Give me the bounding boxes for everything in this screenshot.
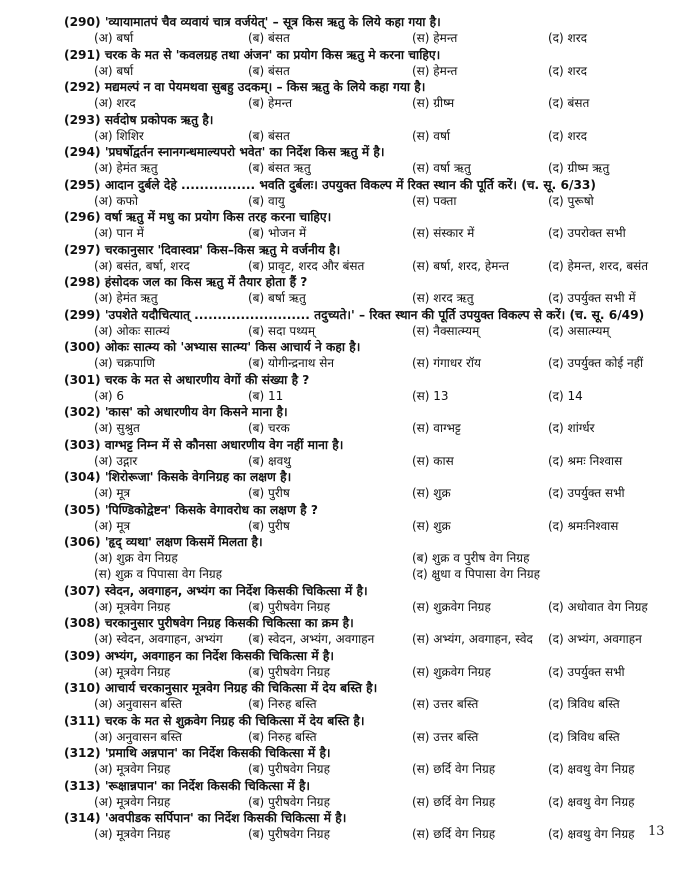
option-item: (द) शरद [548, 31, 587, 45]
option-item: (ब) शुक्र व पुरीष वेग निग्रह [412, 551, 530, 565]
option-item: (ब) भोजन में [248, 226, 307, 240]
option-item: (स) संस्कार में [412, 226, 475, 240]
option-item: (स) उत्तर बस्ति [412, 729, 479, 744]
options-row [0, 696, 680, 712]
option-item: (स) छर्दि वेग निग्रह [412, 794, 496, 809]
option-item: (स) शुक्र [412, 518, 451, 533]
option-item: (ब) क्षवथु [248, 453, 291, 468]
question-text: (294) 'प्रघर्षोद्वर्तन स्नानगन्धमाल्यपरो भवेत' का निर्देश किस ऋतु में है। [64, 145, 385, 159]
option-item: (द) क्षवथु वेग निग्रह [548, 762, 635, 776]
options-row [0, 794, 680, 810]
options-row [0, 225, 680, 241]
question-text: (298) हंसोदक जल का किस ऋतु में तैयार होता हैं ? [64, 275, 308, 289]
option-item: (द) शरद [548, 63, 587, 78]
option-item: (द) उपर्युक्त सभी में [548, 291, 636, 305]
option-item: (स) शुक्र [412, 486, 451, 500]
question-text: (300) ओकः सात्म्य को 'अभ्यास सात्म्य' किस आचार्य ने कहा है। [64, 340, 361, 354]
option-item: (स) छर्दि वेग निग्रह [412, 762, 496, 776]
option-item: (ब) बंसत [248, 31, 290, 45]
option-item: (द) श्रमःनिश्वास [548, 518, 619, 533]
option-item: (स) वर्षा ऋतु [412, 161, 471, 175]
question-text: (301) चरक के मत से अधारणीय वेगों की संख्या है ? [64, 372, 310, 387]
option-item: (स) पक्ता [412, 193, 457, 208]
option-item: (अ) मूत्रवेग निग्रह [94, 664, 171, 679]
option-item: (द) अधोवात वेग निग्रह [548, 599, 648, 614]
option-item: (ब) प्रावृट, शरद और बंसत [248, 258, 365, 273]
option-item: (अ) अनुवासन बस्ति [94, 697, 183, 711]
question-text: (304) 'शिरोरूजा' किसके वेगनिग्रह का लक्षण है। [64, 470, 292, 484]
question-text: (309) अभ्यंग, अवगाहन का निर्देश किसकी चिकित्सा में है। [64, 648, 334, 663]
options-row [0, 420, 680, 436]
option-item: (अ) मूत्रवेग निग्रह [94, 762, 171, 776]
question-text: (305) 'पिण्डिकोद्वेष्टन' किसके वेगावरोध का लक्षण है ? [64, 502, 318, 517]
question-text: (303) वाग्भट्ट निम्न में से कौनसा अधारणीय वेग नहीं माना है। [64, 437, 344, 452]
options-row [0, 388, 680, 404]
option-item: (ब) पुरीषवेग निग्रह [248, 664, 330, 679]
option-item: (अ) चक्रपाणि [94, 356, 155, 370]
options-row [0, 323, 680, 339]
question-text: (308) चरकानुसार पुरीषवेग निग्रह किसकी चिकित्सा का क्रम है। [64, 616, 354, 630]
page-number: 13 [648, 824, 665, 839]
question-text: (314) 'अवपीडक सर्पिपान' का निर्देश किसकी चिकित्सा में है। [64, 811, 347, 825]
option-item: (द) उपर्युक्त सभी [548, 664, 625, 679]
question-text: (290) 'व्यायामातपं चैव व्यवायं चात्र वर्जयेत्' – सूत्र किस ऋतु के लिये कहा गया है। [64, 15, 441, 29]
option-item: (अ) शरद [94, 96, 136, 110]
option-item: (ब) सदा पथ्यम् [248, 323, 316, 338]
option-item: (ब) 11 [248, 388, 284, 403]
option-item: (स) 13 [412, 388, 449, 403]
question-text: (307) स्वेदन, अवगाहन, अभ्यंग का निर्देश किसकी चिकित्सा में है। [64, 583, 368, 598]
options-row [0, 290, 680, 306]
option-item: (द) बंसत [548, 96, 590, 110]
option-item: (अ) मूत्रवेग निग्रह [94, 794, 171, 809]
option-item: (अ) बर्षा [94, 31, 134, 45]
option-item: (ब) पुरीष [248, 518, 290, 533]
question-text: (313) 'रूक्षान्नपान' का निर्देश किसकी चिकित्सा में है। [64, 778, 311, 793]
option-item: (अ) मूत्रवेग निग्रह [94, 827, 171, 841]
question-text: (292) मद्यमल्पं न वा पेयमथवा सुबहु उदकम्। – किस ऋतु के लिये कहा गया है। [64, 80, 426, 94]
question-text: (295) आदान दुर्बले देहे ................ भवति दुर्बलः। उपयुक्त विकल्प में रिक्त स्थान की पूर्ति करें। (च. सू. 6/33) [64, 177, 596, 192]
option-item: (अ) पान में [94, 226, 144, 240]
options-row [0, 355, 680, 371]
options-row [0, 599, 680, 615]
options-row [0, 518, 680, 534]
option-item: (द) उपर्युक्त कोई नहीं [548, 356, 644, 370]
option-item: (स) बर्षा, शरद, हेमन्त [412, 258, 509, 273]
option-item: (स) गंगाधर रॉय [412, 356, 481, 370]
question-text: (306) 'हृद् व्यथा' लक्षण किसमें मिलता है। [64, 535, 263, 549]
option-item: (स) शरद ऋतु [412, 291, 474, 305]
option-item: (ब) पुरीषवेग निग्रह [248, 762, 330, 776]
option-item: (अ) कफो [94, 193, 138, 208]
question-text: (293) सर्वदोष प्रकोपक ऋतु है। [64, 112, 214, 127]
option-item: (द) पुरूषो [548, 193, 594, 208]
option-item: (द) ग्रीष्म ऋतु [548, 161, 610, 175]
question-text: (310) आचार्य चरकानुसार मूत्रवेग निग्रह की चिकित्सा में देय बस्ति है। [64, 681, 378, 695]
options-row [0, 485, 680, 501]
option-item: (अ) मूत्र [94, 518, 131, 533]
option-item: (स) अभ्यंग, अवगाहन, स्वेद [412, 632, 533, 646]
options-row [0, 826, 680, 842]
option-item: (द) असात्म्यम् [548, 323, 610, 338]
option-item: (स) शुक्र व पिपासा वेग निग्रह [94, 567, 223, 581]
question-text: (299) 'उपशेते यदौचित्यात् ......................... तदुच्यते।' – रिक्त स्थान की पूर्ति उपयुक्त विकल्प से करें। (च. सू. 6/49) [64, 307, 645, 322]
question-text: (302) 'कास' को अधारणीय वेग किसने माना है। [64, 405, 288, 419]
option-item: (अ) शिशिर [94, 128, 144, 143]
option-item: (ब) बंसत [248, 63, 290, 78]
option-item: (स) हेमन्त [412, 31, 458, 45]
option-item: (द) त्रिविध बस्ति [548, 697, 620, 711]
option-item: (द) हेमन्त, शरद, बसंत [548, 258, 649, 273]
options-row [0, 160, 680, 176]
option-item: (ब) बंसत [248, 128, 290, 143]
option-item: (अ) ओकः सात्म्यं [94, 323, 170, 338]
option-item: (स) हेमन्त [412, 63, 458, 78]
option-item: (ब) पुरीष [248, 486, 290, 500]
option-item: (स) नैक्सात्म्यम् [412, 323, 480, 338]
option-item: (द) 14 [548, 388, 583, 403]
option-item: (ब) बंसत ऋतु [248, 161, 311, 175]
options-row [0, 566, 680, 582]
option-item: (अ) अनुवासन बस्ति [94, 729, 183, 744]
option-item: (द) क्षवथु वेग निग्रह [548, 794, 635, 809]
question-text: (291) चरक के मत से 'कवलग्रह तथा अंजन' का प्रयोग किस ऋतु मे करना चाहिए। [64, 47, 441, 62]
option-item: (स) शुक्रवेग निग्रह [412, 599, 491, 614]
option-item: (ब) चरक [248, 421, 290, 435]
options-row [0, 128, 680, 144]
option-item: (अ) सुश्रुत [94, 421, 140, 435]
option-item: (अ) शुक्र वेग निग्रह [94, 551, 178, 565]
option-item: (अ) बसंत, बर्षा, शरद [94, 258, 190, 273]
option-item: (अ) मूत्र [94, 486, 131, 500]
option-item: (ब) वायु [248, 193, 285, 208]
options-row [0, 664, 680, 680]
option-item: (ब) पुरीषवेग निग्रह [248, 599, 330, 614]
options-row [0, 550, 680, 566]
option-item: (स) शुक्रवेग निग्रह [412, 664, 491, 679]
option-item: (अ) स्वेदन, अवगाहन, अभ्यंग [94, 632, 223, 646]
option-item: (ब) पुरीषवेग निग्रह [248, 794, 330, 809]
option-item: (अ) हेमंत ऋतु [94, 161, 158, 175]
question-text: (296) वर्षा ऋतु में मधु का प्रयोग किस तरह करना चाहिए। [64, 210, 332, 224]
options-row [0, 729, 680, 745]
question-text: (312) 'प्रमाथि अन्नपान' का निर्देश किसकी चिकित्सा में है। [64, 746, 331, 760]
option-item: (अ) उद्गार [94, 453, 138, 468]
question-text: (297) चरकानुसार 'दिवास्वप्न' किस–किस ऋतु मे वर्जनीय है। [64, 242, 341, 257]
option-item: (द) अभ्यंग, अवगाहन [548, 632, 642, 646]
option-item: (स) वाग्भट्ट [412, 421, 461, 435]
option-item: (स) उत्तर बस्ति [412, 697, 479, 711]
option-item: (अ) बर्षा [94, 63, 134, 78]
option-item: (ब) निरुह बस्ति [248, 729, 317, 744]
option-item: (ब) पुरीषवेग निग्रह [248, 827, 330, 841]
option-item: (ब) बर्षा ऋतु [248, 291, 306, 305]
option-item: (द) उपर्युक्त सभी [548, 486, 625, 500]
options-row [0, 30, 680, 46]
option-item: (स) कास [412, 453, 454, 468]
option-item: (स) ग्रीष्म [412, 96, 455, 110]
options-row [0, 761, 680, 777]
options-row [0, 453, 680, 469]
option-item: (ब) योगीन्द्रनाथ सेन [248, 356, 335, 370]
option-item: (ब) स्वेदन, अभ्यंग, अवगाहन [248, 632, 375, 646]
option-item: (द) श्रमः निश्वास [548, 453, 623, 468]
option-item: (ब) हेमन्त [248, 96, 293, 110]
options-row [0, 95, 680, 111]
options-row [0, 631, 680, 647]
option-item: (अ) मूत्रवेग निग्रह [94, 599, 171, 614]
option-item: (द) क्षुधा व पिपासा वेग निग्रह [412, 567, 540, 581]
option-item: (स) वर्षा [412, 128, 451, 143]
question-text: (311) चरक के मत से शुक्रवेग निग्रह की चिकित्सा में देय बस्ति है। [64, 713, 365, 728]
options-row [0, 63, 680, 79]
option-item: (द) क्षवथु वेग निग्रह [548, 827, 635, 841]
option-item: (अ) हेमंत ऋतु [94, 291, 158, 305]
option-item: (द) उपरोक्त सभी [548, 226, 626, 240]
option-item: (द) त्रिविध बस्ति [548, 729, 620, 744]
options-row [0, 193, 680, 209]
option-item: (द) शांर्ग्धर [548, 421, 595, 435]
option-item: (द) शरद [548, 128, 587, 143]
option-item: (स) छर्दि वेग निग्रह [412, 827, 496, 841]
option-item: (अ) 6 [94, 388, 124, 403]
options-row [0, 258, 680, 274]
option-item: (ब) निरुह बस्ति [248, 697, 317, 711]
